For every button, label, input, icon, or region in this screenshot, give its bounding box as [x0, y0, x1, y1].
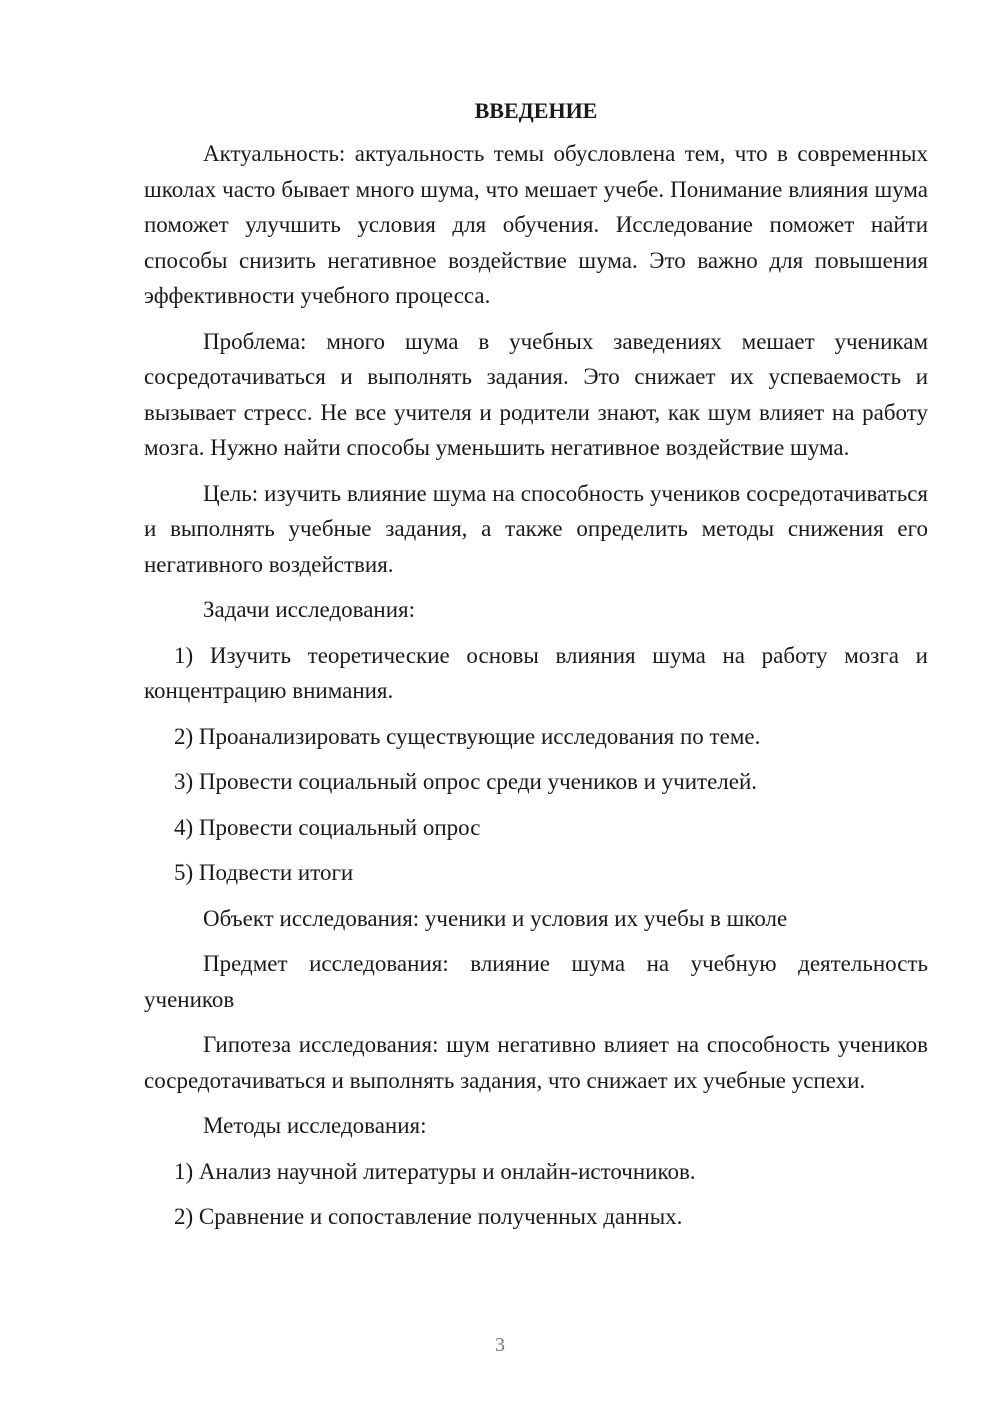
- relevance-paragraph: Актуальность: актуальность темы обусловлена тем, что в современных школах часто бывает много шума, что мешает учебе. Понимание влияния шума поможет улучшить условия для обучения. Исследование поможет найти способы снизить негативное воздействие шума. Это важно для повышения эффективности учебного процесса.: [144, 141, 928, 308]
- section-title: ВВЕДЕНИЕ: [474, 98, 598, 123]
- methods-heading: Методы исследования:: [203, 1113, 427, 1138]
- tasks-heading: Задачи исследования:: [203, 597, 416, 622]
- subject-paragraph: Предмет исследования: влияние шума на учебную деятельность учеников: [144, 951, 928, 1012]
- method-item-2: 2) Сравнение и сопоставление полученных данных.: [174, 1204, 683, 1229]
- page-content: [144, 96, 928, 1245]
- task-item-5: 5) Подвести итоги: [174, 860, 354, 885]
- page-number: 3: [495, 1334, 505, 1356]
- task-item-2: 2) Проанализировать существующие исследования по теме.: [174, 723, 761, 749]
- method-item-1: 1) Анализ научной литературы и онлайн-источников.: [174, 1158, 696, 1184]
- goal-paragraph: Цель: изучить влияние шума на способность учеников сосредотачиваться и выполнять учебные задания, а также определить методы снижения его негативного воздействия.: [144, 480, 928, 577]
- problem-paragraph: Проблема: много шума в учебных заведениях мешает ученикам сосредотачиваться и выполнять задания. Это снижает их успеваемость и вызывает стресс. Не все учителя и родители знают, как шум влияет на работу мозга. Нужно найти способы уменьшить негативное воздействие шума.: [144, 328, 928, 460]
- task-item-4: 4) Провести социальный опрос: [174, 814, 481, 840]
- task-item-3: 3) Провести социальный опрос среди учеников и учителей.: [174, 769, 758, 794]
- hypothesis-paragraph: Гипотеза исследования: шум негативно влияет на способность учеников сосредотачиваться и выполнять задания, что снижает их учебные успехи.: [144, 1032, 928, 1093]
- task-item-1: 1) Изучить теоретические основы влияния шума на работу мозга и концентрацию внимания.: [144, 642, 928, 703]
- object-paragraph: Объект исследования: ученики и условия их учебы в школе: [203, 905, 788, 931]
